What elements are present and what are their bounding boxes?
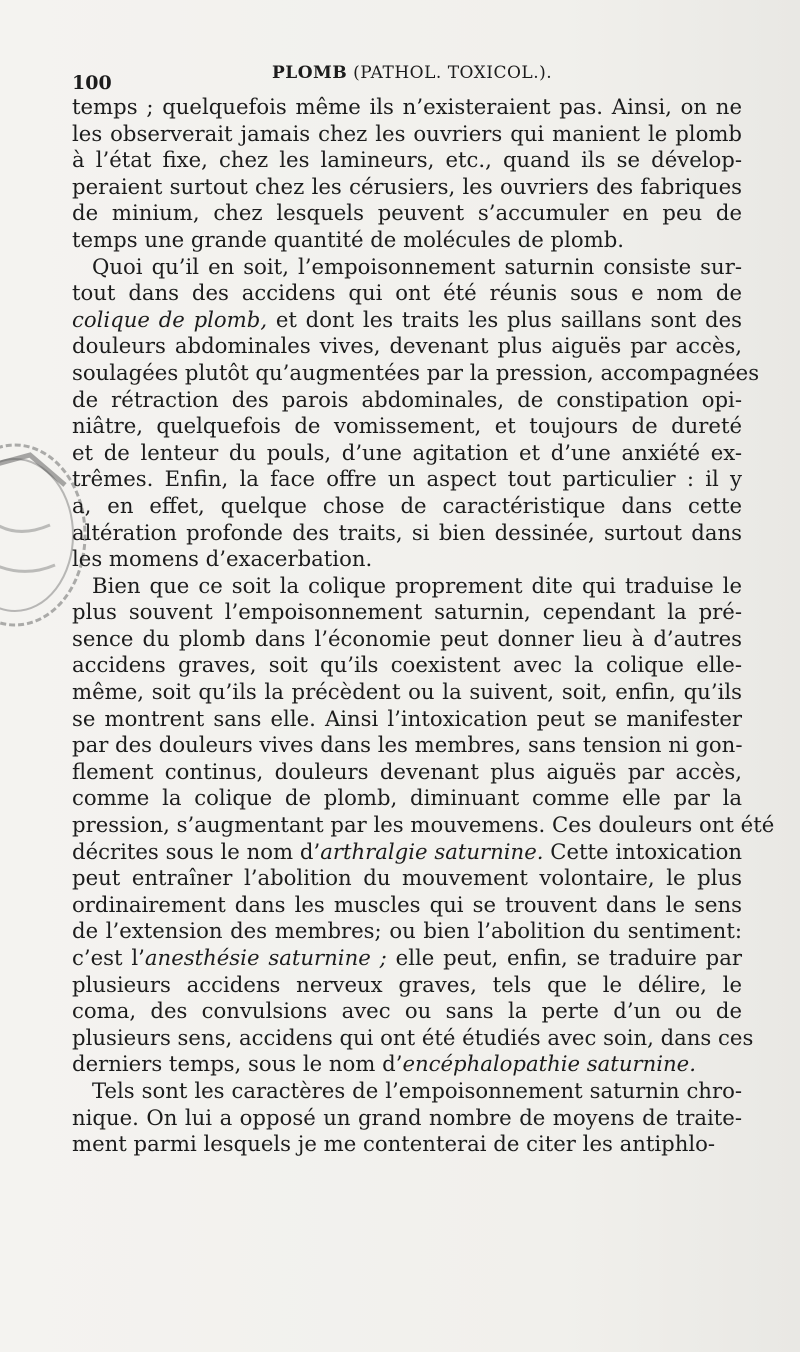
text-segment: de rétraction des parois abdominales, de constipation opi- [72,386,742,412]
text-line [72,413,742,440]
text-segment: peraient surtout chez les cérusiers, les ouvriers des fabriques [72,173,742,199]
text-line [72,1078,742,1105]
body-text [72,94,775,1158]
text-segment: tout dans des accidens qui ont été réunis sous e nom de [72,280,742,306]
text-line [72,785,742,812]
text-segment: et de lenteur du pouls, d’une agitation et d’une anxiété ex- [72,439,742,465]
text-line [72,307,742,334]
text-line [72,679,742,706]
italic-term: colique de plomb, [72,306,268,332]
text-segment: les observerait jamais chez les ouvriers qui manient le plomb [72,120,742,146]
text-segment: nique. On lui a opposé un grand nombre de moyens de traite- [72,1104,742,1130]
paragraph [72,1078,742,1158]
page-number: 100 [72,72,112,94]
text-line [72,972,742,999]
text-line [72,1105,742,1132]
paragraph [72,572,775,1078]
text-line [72,254,742,281]
text-segment: même, soit qu’ils la précèdent ou la suivent, soit, enfin, qu’ils [72,679,742,705]
text-segment: derniers temps, sous le nom d’ [72,1051,403,1077]
text-segment: peut entraîner l’abolition du mouvement volontaire, le plus [72,865,742,891]
text-line [72,1051,742,1078]
text-segment: par des douleurs vives dans les membres, sans tension ni gon- [72,732,743,758]
text-segment: plusieurs sens, accidens qui ont été étudiés avec soin, dans ces [72,1024,754,1050]
running-head-title: PLOMB [272,63,348,83]
text-segment: de minium, chez lesquels peuvent s’accumuler en peu de [72,200,742,226]
italic-term: anesthésie saturnine ; [144,945,387,970]
paragraph [72,94,742,254]
text-line [72,520,742,547]
text-segment: flement continus, douleurs devenant plus aiguës par accès, [72,758,742,784]
text-line [72,387,742,414]
text-line [72,359,760,387]
text-line [72,174,742,201]
text-line [72,918,742,945]
text-segment: niâtre, quelquefois de vomissement, et toujours de dureté [72,413,742,439]
text-line [72,573,742,600]
text-segment: temps ; quelquefois même ils n’existeraient pas. Ainsi, on ne [72,94,742,119]
text-segment: Quoi qu’il en soit, l’empoisonnement saturnin consiste sur- [92,253,742,279]
text-line [72,945,742,972]
text-line [72,493,742,520]
text-segment: a, en effet, quelque chose de caractéristique dans cette [72,492,742,518]
italic-term: encéphalopathie saturnine. [402,1051,696,1077]
text-line [72,147,742,174]
text-line [72,652,742,679]
paragraph [72,253,760,573]
italic-term: arthralgie saturnine. [320,838,544,864]
text-segment: altération profonde des traits, si bien dessinée, surtout dans [72,519,742,545]
running-head-subtitle: (PATHOL. TOXICOL.). [353,63,553,83]
text-segment: soulagées plutôt qu’augmentées par la pression, accompagnées [72,359,760,385]
running-head [272,62,552,84]
text-segment: c’est l’ [72,945,145,970]
text-segment: comme la colique de plomb, diminuant comme elle par la [72,785,742,811]
text-line [72,1024,754,1052]
text-segment: elle peut, enfin, se traduire par [386,945,742,970]
text-line [72,333,742,360]
text-segment: accidens graves, soit qu’ils coexistent avec la colique elle- [72,652,742,678]
text-segment: coma, des convulsions avec ou sans la perte d’un ou de [72,998,742,1024]
text-segment: les momens d’exacerbation. [72,546,373,572]
text-line [72,280,742,307]
text-segment: et dont les traits les plus saillans sont des [267,306,742,332]
text-segment: temps une grande quantité de molécules de plomb. [72,226,625,252]
text-line [72,626,742,653]
text-segment: plusieurs accidens nerveux graves, tels que le délire, le [72,971,742,997]
text-line [72,121,742,148]
text-segment: trêmes. Enfin, la face offre un aspect tout particulier : il y [72,466,742,492]
text-segment: plus souvent l’empoisonnement saturnin, cependant la pré- [72,599,742,625]
text-segment: décrites sous le nom d’ [72,838,321,864]
text-segment: Bien que ce soit la colique proprement dite qui traduise le [92,572,742,598]
text-segment: ordinairement dans les muscles qui se trouvent dans le sens [72,891,742,917]
text-segment: pression, s’augmentant par les mouvemens. Ces douleurs ont été [72,812,775,838]
text-segment: Tels sont les caractères de l’empoisonnement saturnin chro- [92,1077,742,1103]
text-line [72,546,742,573]
text-line [72,812,775,839]
text-line [72,94,742,121]
text-line [72,732,742,759]
text-line [72,998,742,1025]
text-line [72,200,742,227]
text-line [72,466,742,493]
text-line [72,865,742,892]
text-line [72,1131,742,1158]
text-segment: douleurs abdominales vives, devenant plus aiguës par accès, [72,333,742,359]
text-line [72,759,742,786]
text-segment: ment parmi lesquels je me contenterai de citer les antiphlo- [72,1131,716,1157]
text-segment: se montrent sans elle. Ainsi l’intoxication peut se manifester [72,705,742,731]
text-line [72,599,742,626]
text-segment: de l’extension des membres; ou bien l’abolition du sentiment: [72,918,742,944]
text-segment: sence du plomb dans l’économie peut donner lieu à d’autres [72,625,742,651]
text-segment: à l’état fixe, chez les lamineurs, etc., quand ils se dévelop- [72,147,742,173]
text-line [72,892,742,919]
text-segment: Cette intoxication [543,838,742,864]
text-line [72,706,742,733]
text-line [72,227,742,254]
text-line [72,440,742,467]
text-line [72,839,742,866]
